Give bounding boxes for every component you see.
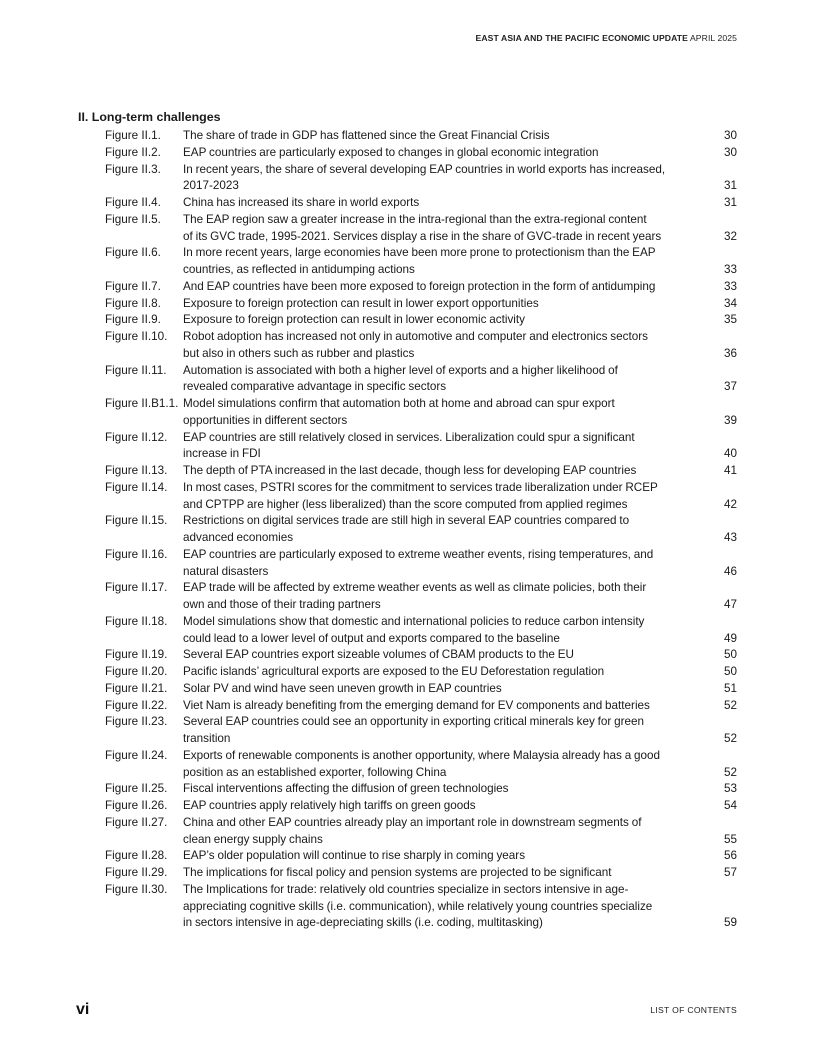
figure-title <box>183 647 705 664</box>
figure-page-number: 59 <box>723 916 737 930</box>
figure-page-number: 50 <box>723 648 737 662</box>
figure-list-item[interactable] <box>0 547 816 581</box>
figure-label: Figure II.3. <box>105 162 161 176</box>
figure-title-line: EAP countries are still relatively closed in services. Liberalization could spur a significant <box>183 430 635 444</box>
figure-title <box>183 212 705 246</box>
section-heading: II. Long-term challenges <box>78 110 221 124</box>
figure-title <box>183 815 705 849</box>
figure-title <box>183 513 705 547</box>
figure-title-line: The implications for fiscal policy and pension systems are projected to be significant <box>183 866 612 879</box>
figure-label: Figure II.13. <box>105 464 168 477</box>
figure-title-line: Solar PV and wind have seen uneven growth in EAP countries <box>183 681 502 695</box>
figure-title-line: transition <box>183 732 231 745</box>
figure-title-line: and CPTPP are higher (less liberalized) than the score computed from applied regimes <box>183 497 628 511</box>
figure-page-number: 33 <box>723 263 737 276</box>
publication-title: EAST ASIA AND THE PACIFIC ECONOMIC UPDATE <box>475 33 688 43</box>
figure-label: Figure II.30. <box>105 882 168 896</box>
figure-label: Figure II.4. <box>105 196 161 209</box>
figure-page-number: 49 <box>723 631 737 645</box>
figure-label: Figure II.21. <box>105 681 168 695</box>
figure-title-line: Model simulations confirm that automation both at home and abroad can spur export <box>183 397 615 410</box>
figure-page-number: 52 <box>723 765 737 779</box>
figure-title <box>183 463 705 480</box>
figure-title <box>183 681 705 698</box>
figure-title-line: The Implications for trade: relatively old countries specialize in sectors intensive in age- <box>183 882 629 896</box>
figure-title-line: of its GVC trade, 1995-2021. Services display a rise in the share of GVC-trade in recent years <box>183 229 662 243</box>
figure-list-item[interactable] <box>0 212 816 246</box>
figure-label: Figure II.29. <box>105 866 168 879</box>
figure-list-item[interactable] <box>0 513 816 547</box>
figure-title <box>183 245 705 279</box>
figure-title-line: Viet Nam is already benefiting from the emerging demand for EV components and batteries <box>183 698 650 712</box>
figure-list-item[interactable] <box>0 363 816 397</box>
figure-title <box>183 195 705 212</box>
figure-label: Figure II.23. <box>105 715 168 729</box>
figure-label: Figure II.14. <box>105 480 168 494</box>
figure-page-number: 30 <box>723 145 737 159</box>
figure-list-item[interactable] <box>0 664 816 681</box>
figure-list-item[interactable] <box>0 798 816 815</box>
figure-page-number: 53 <box>723 782 737 796</box>
figure-title <box>183 848 705 865</box>
figure-title <box>183 162 705 196</box>
figure-title-line: And EAP countries have been more exposed to foreign protection in the form of antidumping <box>183 279 656 293</box>
figure-list-item[interactable] <box>0 430 816 464</box>
figure-title-line: Robot adoption has increased not only in automotive and computer and electronics sectors <box>183 330 648 343</box>
figure-label: Figure II.2. <box>105 145 161 159</box>
figure-title-line: The EAP region saw a greater increase in the intra-regional than the extra-regional content <box>183 212 647 226</box>
figure-list-item[interactable] <box>0 312 816 329</box>
figure-list-item[interactable] <box>0 329 816 363</box>
running-header <box>476 33 737 43</box>
figure-title-line: The depth of PTA increased in the last decade, though less for developing EAP countries <box>183 464 637 477</box>
figure-title-line: In recent years, the share of several developing EAP countries in world exports has increased, <box>183 162 666 176</box>
figure-list-item[interactable] <box>0 195 816 212</box>
figure-title-line: Exposure to foreign protection can result in lower economic activity <box>183 313 525 327</box>
figure-label: Figure II.28. <box>105 849 168 863</box>
figure-title <box>183 547 705 581</box>
figure-list-item[interactable] <box>0 882 816 932</box>
figure-title <box>183 396 705 430</box>
figure-title-line: Several EAP countries could see an opportunity in exporting critical minerals key for green <box>183 715 645 729</box>
figure-title-line: Automation is associated with both a higher level of exports and a higher likelihood of <box>183 363 618 377</box>
figure-page-number: 47 <box>723 598 737 611</box>
figure-page-number: 42 <box>723 497 737 511</box>
figure-label: Figure II.24. <box>105 748 168 762</box>
figure-list-item[interactable] <box>0 848 816 865</box>
figure-title-line: opportunities in different sectors <box>183 413 348 427</box>
figure-list-item[interactable] <box>0 128 816 145</box>
figure-title-line: countries, as reflected in antidumping actions <box>183 263 415 276</box>
figure-title-line: EAP countries are particularly exposed to changes in global economic integration <box>183 145 599 159</box>
figure-label: Figure II.17. <box>105 581 168 595</box>
figure-page-number: 30 <box>723 129 737 142</box>
figure-title <box>183 865 705 882</box>
figure-title <box>183 296 705 313</box>
figure-list-item[interactable] <box>0 865 816 882</box>
publication-date: APRIL 2025 <box>689 33 737 43</box>
figure-list-item[interactable] <box>0 614 816 648</box>
figure-label: Figure II.22. <box>105 698 168 712</box>
figure-label: Figure II.19. <box>105 648 168 662</box>
figure-list-item[interactable] <box>0 480 816 514</box>
figure-title-line: in sectors intensive in age-depreciating skills (i.e. coding, multitasking) <box>183 916 543 930</box>
figure-title-line: Fiscal interventions affecting the diffusion of green technologies <box>183 782 509 796</box>
figure-list-item[interactable] <box>0 463 816 480</box>
figure-title-line: advanced economies <box>183 531 294 544</box>
figure-label: Figure II.25. <box>105 782 168 796</box>
figure-title-line: Pacific islands’ agricultural exports are exposed to the EU Deforestation regulation <box>183 665 605 678</box>
figure-list-item[interactable] <box>0 681 816 698</box>
figure-label: Figure II.15. <box>105 514 168 528</box>
figure-title-line: revealed comparative advantage in specific sectors <box>183 380 447 394</box>
figure-label: Figure II.7. <box>105 279 161 293</box>
figure-list-item[interactable] <box>0 245 816 279</box>
figure-list-item[interactable] <box>0 145 816 162</box>
figure-list-item[interactable] <box>0 279 816 296</box>
figure-title <box>183 145 705 162</box>
figure-title-line: clean energy supply chains <box>183 832 323 846</box>
figure-title-line: EAP trade will be affected by extreme weather events as well as climate policies, both their <box>183 581 647 595</box>
figure-title-line: In more recent years, large economies have been more prone to protectionism than the EAP <box>183 246 656 260</box>
figure-title-line: The share of trade in GDP has flattened since the Great Financial Crisis <box>183 129 550 142</box>
figure-list-item[interactable] <box>0 815 816 849</box>
figure-title <box>183 363 705 397</box>
figure-list-item[interactable] <box>0 698 816 715</box>
figure-page-number: 55 <box>723 832 737 846</box>
figure-label: Figure II.12. <box>105 430 168 444</box>
figure-label: Figure II.6. <box>105 246 161 260</box>
figure-title-line: but also in others such as rubber and plastics <box>183 346 415 360</box>
figure-title <box>183 714 705 748</box>
figure-title <box>183 698 705 715</box>
figure-title-line: Several EAP countries export sizeable volumes of CBAM products to the EU <box>183 648 575 662</box>
figure-title-line: China and other EAP countries already play an important role in downstream segments of <box>183 815 642 829</box>
figure-title <box>183 580 705 614</box>
figure-title <box>183 664 705 681</box>
figure-page-number: 36 <box>723 346 737 360</box>
figure-label: Figure II.9. <box>105 313 161 327</box>
figure-page-number: 56 <box>723 849 737 863</box>
figure-title-line: EAP’s older population will continue to rise sharply in coming years <box>183 849 526 863</box>
figure-label: Figure II.27. <box>105 815 168 829</box>
figure-page-number: 40 <box>723 447 737 461</box>
figure-list-item[interactable] <box>0 296 816 313</box>
figure-title-line: position as an established exporter, following China <box>183 765 447 779</box>
figure-title-line: Model simulations show that domestic and international policies to reduce carbon intensity <box>183 614 645 628</box>
figure-title <box>183 798 705 815</box>
figure-label: Figure II.16. <box>105 547 168 561</box>
figure-page-number: 37 <box>723 380 737 394</box>
figure-page-number: 39 <box>723 413 737 427</box>
figure-list-item[interactable] <box>0 748 816 782</box>
figure-label: Figure II.20. <box>105 665 168 678</box>
figure-title <box>183 312 705 329</box>
figure-title <box>183 430 705 464</box>
figure-title-line: Exposure to foreign protection can result in lower export opportunities <box>183 296 539 310</box>
figure-page-number: 57 <box>723 866 737 879</box>
figure-title-line: EAP countries are particularly exposed to extreme weather events, rising temperatures, and <box>183 547 654 561</box>
figure-label: Figure II.5. <box>105 212 161 226</box>
figure-label: Figure II.11. <box>105 363 167 377</box>
figure-list-item[interactable] <box>0 162 816 196</box>
figure-title-line: In most cases, PSTRI scores for the commitment to services trade liberalization under RCEP <box>183 480 658 494</box>
page-number: vi <box>76 1001 90 1018</box>
figure-page-number: 31 <box>723 196 737 209</box>
figure-page-number: 51 <box>723 681 737 695</box>
figure-page-number: 35 <box>723 313 737 327</box>
footer-section-label: LIST OF CONTENTS <box>650 1005 737 1015</box>
figure-title-line: 2017-2023 <box>183 179 239 193</box>
figure-title-line: increase in FDI <box>183 447 261 461</box>
figure-label: Figure II.18. <box>105 614 168 628</box>
figure-title-line: Exports of renewable components is another opportunity, where Malaysia already has a good <box>183 748 661 762</box>
figure-title <box>183 614 705 648</box>
figure-label: Figure II.1. <box>105 129 161 142</box>
figure-list-item[interactable] <box>0 580 816 614</box>
figure-page-number: 50 <box>723 665 737 678</box>
figure-title-line: Restrictions on digital services trade are still high in several EAP countries compared to <box>183 514 630 528</box>
figure-title-line: appreciating cognitive skills (i.e. communication), while relatively young countries specialize <box>183 899 653 913</box>
figure-page-number: 54 <box>723 799 737 812</box>
figure-page-number: 34 <box>723 296 737 310</box>
figure-list-item[interactable] <box>0 781 816 798</box>
figure-label: Figure II.B1.1. <box>105 397 179 410</box>
figure-page-number: 33 <box>723 279 737 293</box>
figure-title <box>183 748 705 782</box>
figure-title <box>183 781 705 798</box>
figure-label: Figure II.10. <box>105 330 168 343</box>
figure-title <box>183 279 705 296</box>
figure-page-number: 52 <box>723 732 737 745</box>
figure-title-line: China has increased its share in world exports <box>183 196 420 209</box>
figure-title-line: own and those of their trading partners <box>183 598 381 611</box>
figure-title-line: natural disasters <box>183 564 269 578</box>
figure-title <box>183 882 705 932</box>
figure-list-item[interactable] <box>0 714 816 748</box>
figure-page-number: 32 <box>723 229 737 243</box>
figure-page-number: 52 <box>723 698 737 712</box>
figure-title <box>183 480 705 514</box>
figure-label: Figure II.26. <box>105 799 168 812</box>
figure-list <box>0 128 816 932</box>
figure-page-number: 43 <box>723 531 737 544</box>
figure-title <box>183 329 705 363</box>
figure-label: Figure II.8. <box>105 296 161 310</box>
figure-list-item[interactable] <box>0 647 816 664</box>
figure-title-line: could lead to a lower level of output and exports compared to the baseline <box>183 631 560 645</box>
figure-title <box>183 128 705 145</box>
figure-page-number: 31 <box>723 179 737 193</box>
figure-list-item[interactable] <box>0 396 816 430</box>
figure-page-number: 41 <box>723 464 737 477</box>
figure-page-number: 46 <box>723 564 737 578</box>
figure-title-line: EAP countries apply relatively high tariffs on green goods <box>183 799 476 812</box>
